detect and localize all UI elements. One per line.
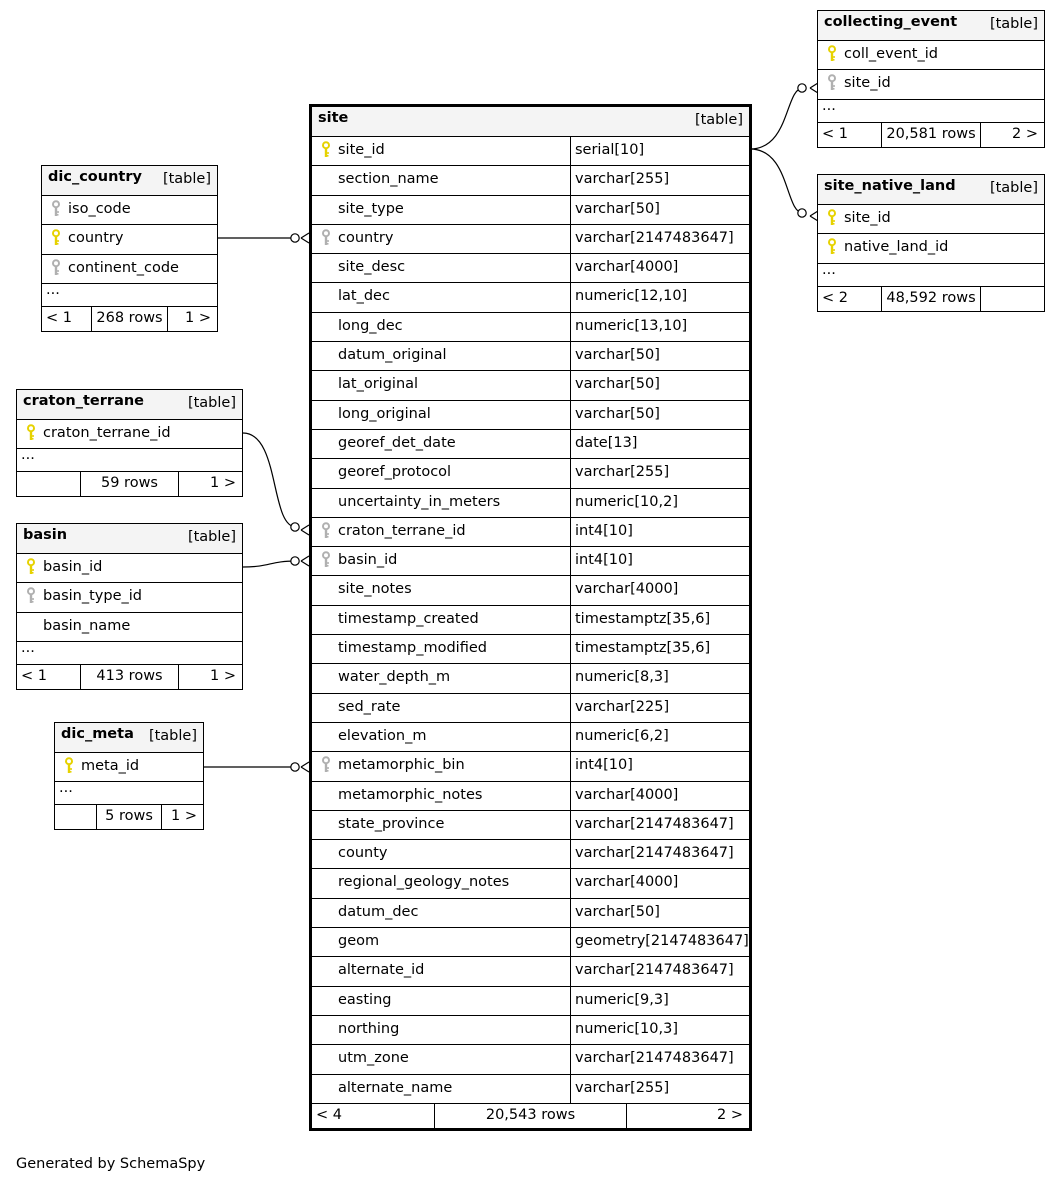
column-row-long_dec[interactable]: [312, 313, 749, 342]
column-type: varchar[255]: [570, 166, 669, 194]
table-type-tag: [table]: [989, 16, 1038, 32]
generated-by-credit: Generated by SchemaSpy: [16, 1156, 206, 1172]
column-row-site_id[interactable]: [312, 137, 749, 166]
column-name: iso_code: [68, 201, 131, 217]
column-row-craton_terrane_id[interactable]: [312, 518, 749, 547]
table-header: [818, 11, 1044, 41]
column-type: timestamptz[35,6]: [570, 635, 710, 663]
column-name: section_name: [338, 171, 439, 188]
column-row-alternate_id[interactable]: [312, 957, 749, 986]
foreign-key-icon: [320, 551, 332, 568]
primary-key-icon: [826, 238, 838, 255]
column-type: varchar[4000]: [570, 782, 678, 810]
column-name: utm_zone: [338, 1050, 409, 1067]
column-type: varchar[2147483647]: [570, 1045, 734, 1073]
more-columns-ellipsis[interactable]: [55, 782, 203, 805]
ellipsis-text: ...: [46, 281, 60, 298]
column-type: varchar[50]: [570, 342, 660, 370]
column-row-basin_id[interactable]: [17, 554, 242, 583]
children-link[interactable]: 1 >: [210, 475, 236, 492]
column-name: metamorphic_notes: [338, 786, 483, 803]
column-type: varchar[2147483647]: [570, 811, 734, 839]
column-row-site_notes[interactable]: [312, 576, 749, 605]
table-header: [17, 524, 242, 554]
crowfoot-marker: [301, 525, 309, 535]
column-type: varchar[255]: [570, 459, 669, 487]
parents-link[interactable]: < 1: [822, 125, 848, 142]
column-name: country: [68, 230, 124, 247]
column-name: long_dec: [338, 317, 403, 334]
parents-link[interactable]: [17, 472, 80, 496]
children-link[interactable]: 1 >: [185, 309, 211, 326]
crowfoot-marker: [301, 556, 309, 566]
column-type: numeric[9,3]: [570, 987, 669, 1015]
ellipsis-text: ...: [822, 97, 836, 114]
foreign-key-icon: [320, 522, 332, 539]
column-type: varchar[225]: [570, 694, 669, 722]
row-count: 5 rows: [96, 805, 162, 829]
column-name: sed_rate: [338, 698, 401, 715]
column-name: regional_geology_notes: [338, 874, 510, 891]
table-footer: [42, 307, 217, 331]
ellipsis-text: ...: [21, 447, 35, 464]
primary-key-icon: [50, 229, 62, 246]
column-name: site_id: [844, 210, 891, 226]
table-name[interactable]: craton_terrane: [23, 393, 145, 409]
column-type: varchar[255]: [570, 1075, 669, 1103]
column-name: site_type: [338, 200, 404, 217]
table-type-tag: [table]: [989, 180, 1038, 196]
column-row-metamorphic_bin[interactable]: [312, 752, 749, 781]
column-type: varchar[50]: [570, 196, 660, 224]
column-type: numeric[13,10]: [570, 313, 687, 341]
table-collecting_event[interactable]: [817, 10, 1045, 148]
ellipsis-text: ...: [59, 780, 73, 797]
optional-circle: [291, 557, 299, 565]
column-type: numeric[10,3]: [570, 1016, 678, 1044]
table-footer: [818, 123, 1044, 147]
row-count: 48,592 rows: [881, 287, 981, 311]
column-name: county: [338, 845, 388, 862]
table-type-tag: [table]: [148, 728, 197, 744]
column-type: varchar[2147483647]: [570, 840, 734, 868]
column-row-easting[interactable]: [312, 987, 749, 1016]
column-name: lat_original: [338, 376, 419, 393]
table-craton_terrane[interactable]: [16, 389, 243, 497]
column-row-elevation_m[interactable]: [312, 723, 749, 752]
column-name: basin_id: [338, 552, 398, 569]
table-header: [312, 107, 749, 137]
column-row-site_type[interactable]: [312, 196, 749, 225]
column-name: basin_type_id: [43, 588, 142, 605]
table-footer: [312, 1104, 749, 1128]
column-type: int4[10]: [570, 518, 633, 546]
wire-site-site_native_land: [750, 149, 803, 213]
column-row-site_id[interactable]: [818, 70, 1044, 99]
children-link[interactable]: 1 >: [171, 808, 197, 825]
children-link[interactable]: 2 >: [1012, 125, 1038, 142]
column-row-site_id[interactable]: [818, 205, 1044, 234]
ellipsis-text: ...: [21, 639, 35, 656]
primary-key-icon: [25, 558, 37, 575]
optional-circle: [291, 234, 299, 242]
row-count: 20,543 rows: [434, 1104, 627, 1128]
table-type-tag: [table]: [187, 395, 236, 411]
column-name: meta_id: [81, 758, 140, 774]
column-name: continent_code: [68, 259, 179, 276]
column-type: numeric[12,10]: [570, 283, 687, 311]
column-type: numeric[8,3]: [570, 664, 669, 692]
ellipsis-text: ...: [822, 261, 836, 278]
column-name: alternate_name: [338, 1079, 453, 1096]
column-name: northing: [338, 1020, 400, 1037]
column-row-metamorphic_notes[interactable]: [312, 782, 749, 811]
column-name: georef_protocol: [338, 464, 452, 481]
column-type: varchar[4000]: [570, 254, 678, 282]
column-name: site_id: [844, 75, 891, 92]
table-name[interactable]: dic_country: [48, 169, 142, 185]
column-row-uncertainty_in_meters[interactable]: [312, 489, 749, 518]
column-row-section_name[interactable]: [312, 166, 749, 195]
more-columns-ellipsis[interactable]: [17, 639, 242, 665]
column-type: varchar[2147483647]: [570, 225, 734, 253]
column-name: site_id: [338, 142, 385, 158]
column-type: serial[10]: [570, 137, 644, 165]
column-row-meta_id[interactable]: [55, 753, 203, 782]
column-name: water_depth_m: [338, 669, 451, 686]
column-name: datum_dec: [338, 903, 419, 920]
table-name[interactable]: dic_meta: [61, 726, 134, 742]
column-type: timestamptz[35,6]: [570, 606, 710, 634]
column-row-iso_code[interactable]: [42, 196, 217, 225]
row-count: 20,581 rows: [881, 123, 981, 147]
column-row-geom[interactable]: [312, 928, 749, 957]
column-row-georef_det_date[interactable]: [312, 430, 749, 459]
column-row-datum_original[interactable]: [312, 342, 749, 371]
children-link[interactable]: [981, 287, 1044, 311]
more-columns-ellipsis[interactable]: [818, 97, 1044, 123]
parents-link[interactable]: < 4: [316, 1106, 342, 1123]
children-link[interactable]: 2 >: [717, 1106, 743, 1123]
more-columns-ellipsis[interactable]: [17, 449, 242, 472]
column-name: long_original: [338, 405, 431, 422]
wire-site-collecting_event: [750, 88, 803, 149]
foreign-key-icon: [50, 200, 62, 217]
table-footer: [55, 805, 203, 829]
table-header: [17, 390, 242, 420]
column-row-continent_code[interactable]: [42, 255, 217, 284]
column-name: datum_original: [338, 347, 447, 364]
column-type: varchar[50]: [570, 899, 660, 927]
column-row-country[interactable]: [42, 225, 217, 254]
column-type: numeric[6,2]: [570, 723, 669, 751]
column-name: georef_det_date: [338, 434, 456, 451]
table-type-tag: [table]: [187, 529, 236, 545]
parents-link[interactable]: < 2: [822, 289, 848, 306]
parents-link[interactable]: < 1: [46, 309, 72, 326]
table-type-tag: [table]: [694, 112, 743, 128]
crowfoot-marker: [301, 233, 309, 243]
primary-key-icon: [320, 141, 332, 158]
column-row-regional_geology_notes[interactable]: [312, 869, 749, 898]
column-row-lat_dec[interactable]: [312, 283, 749, 312]
row-count: 268 rows: [91, 307, 168, 331]
table-footer: [818, 287, 1044, 311]
column-name: craton_terrane_id: [338, 522, 466, 539]
primary-key-icon: [25, 424, 37, 441]
column-name: site_desc: [338, 259, 406, 276]
primary-key-icon: [826, 45, 838, 62]
foreign-key-icon: [320, 229, 332, 246]
column-row-county[interactable]: [312, 840, 749, 869]
table-dic_meta[interactable]: [54, 722, 204, 830]
column-row-northing[interactable]: [312, 1016, 749, 1045]
column-row-sed_rate[interactable]: [312, 694, 749, 723]
column-row-basin_type_id[interactable]: [17, 583, 242, 612]
column-row-lat_original[interactable]: [312, 371, 749, 400]
table-site_native_land[interactable]: [817, 174, 1045, 312]
table-header: [55, 723, 203, 753]
optional-circle: [291, 763, 299, 771]
column-name: uncertainty_in_meters: [338, 493, 501, 510]
table-name[interactable]: site: [318, 110, 349, 126]
column-row-state_province[interactable]: [312, 811, 749, 840]
column-name: alternate_id: [338, 962, 425, 979]
row-count: 59 rows: [80, 472, 179, 496]
column-type: geometry[2147483647]: [570, 928, 749, 956]
table-header: [42, 166, 217, 196]
foreign-key-icon: [826, 74, 838, 91]
column-type: int4[10]: [570, 547, 633, 575]
optional-circle: [798, 84, 806, 92]
column-row-timestamp_modified[interactable]: [312, 635, 749, 664]
optional-circle: [291, 523, 299, 531]
column-row-georef_protocol[interactable]: [312, 459, 749, 488]
more-columns-ellipsis[interactable]: [818, 261, 1044, 287]
column-row-native_land_id[interactable]: [818, 234, 1044, 263]
foreign-key-icon: [25, 587, 37, 604]
table-name[interactable]: site_native_land: [824, 178, 956, 194]
table-name[interactable]: collecting_event: [824, 14, 958, 30]
column-name: basin_id: [43, 559, 103, 575]
primary-key-icon: [826, 209, 838, 226]
column-name: native_land_id: [844, 239, 949, 256]
table-footer: [17, 665, 242, 689]
column-type: varchar[4000]: [570, 576, 678, 604]
row-count: 413 rows: [80, 665, 179, 689]
parents-link[interactable]: < 1: [21, 667, 47, 684]
table-basin[interactable]: [16, 523, 243, 690]
column-name: state_province: [338, 815, 445, 832]
column-name: metamorphic_bin: [338, 757, 465, 774]
foreign-key-icon: [320, 756, 332, 773]
column-name: easting: [338, 991, 392, 1008]
column-name: geom: [338, 933, 380, 950]
wire-craton_terrane-site: [243, 433, 296, 527]
column-name: site_notes: [338, 581, 412, 598]
column-row-alternate_name[interactable]: [312, 1075, 749, 1104]
column-type: int4[10]: [570, 752, 633, 780]
column-name: elevation_m: [338, 727, 427, 744]
table-name[interactable]: basin: [23, 527, 68, 543]
column-row-coll_event_id[interactable]: [818, 41, 1044, 70]
parents-link[interactable]: [55, 805, 96, 829]
table-site[interactable]: [309, 104, 752, 1131]
table-header: [818, 175, 1044, 205]
column-row-water_depth_m[interactable]: [312, 664, 749, 693]
column-row-utm_zone[interactable]: [312, 1045, 749, 1074]
column-name: timestamp_modified: [338, 640, 487, 657]
table-type-tag: [table]: [162, 171, 211, 187]
column-row-country[interactable]: [312, 225, 749, 254]
column-name: timestamp_created: [338, 610, 479, 627]
column-type: varchar[4000]: [570, 869, 678, 897]
column-row-basin_name[interactable]: [17, 613, 242, 642]
column-name: lat_dec: [338, 288, 390, 305]
column-type: varchar[2147483647]: [570, 957, 734, 985]
column-name: country: [338, 229, 394, 246]
column-row-long_original[interactable]: [312, 401, 749, 430]
column-name: coll_event_id: [844, 46, 938, 62]
column-name: basin_name: [43, 617, 131, 634]
column-row-timestamp_created[interactable]: [312, 606, 749, 635]
column-type: numeric[10,2]: [570, 489, 678, 517]
more-columns-ellipsis[interactable]: [42, 281, 217, 307]
foreign-key-icon: [50, 259, 62, 276]
column-type: date[13]: [570, 430, 637, 458]
column-type: varchar[50]: [570, 371, 660, 399]
column-name: craton_terrane_id: [43, 425, 171, 441]
wire-basin-site: [243, 561, 296, 567]
optional-circle: [798, 209, 806, 217]
column-row-basin_id[interactable]: [312, 547, 749, 576]
table-dic_country[interactable]: [41, 165, 218, 332]
column-row-site_desc[interactable]: [312, 254, 749, 283]
children-link[interactable]: 1 >: [210, 667, 236, 684]
primary-key-icon: [63, 757, 75, 774]
table-footer: [17, 472, 242, 496]
column-type: varchar[50]: [570, 401, 660, 429]
column-row-datum_dec[interactable]: [312, 899, 749, 928]
crowfoot-marker: [301, 762, 309, 772]
column-row-craton_terrane_id[interactable]: [17, 420, 242, 449]
